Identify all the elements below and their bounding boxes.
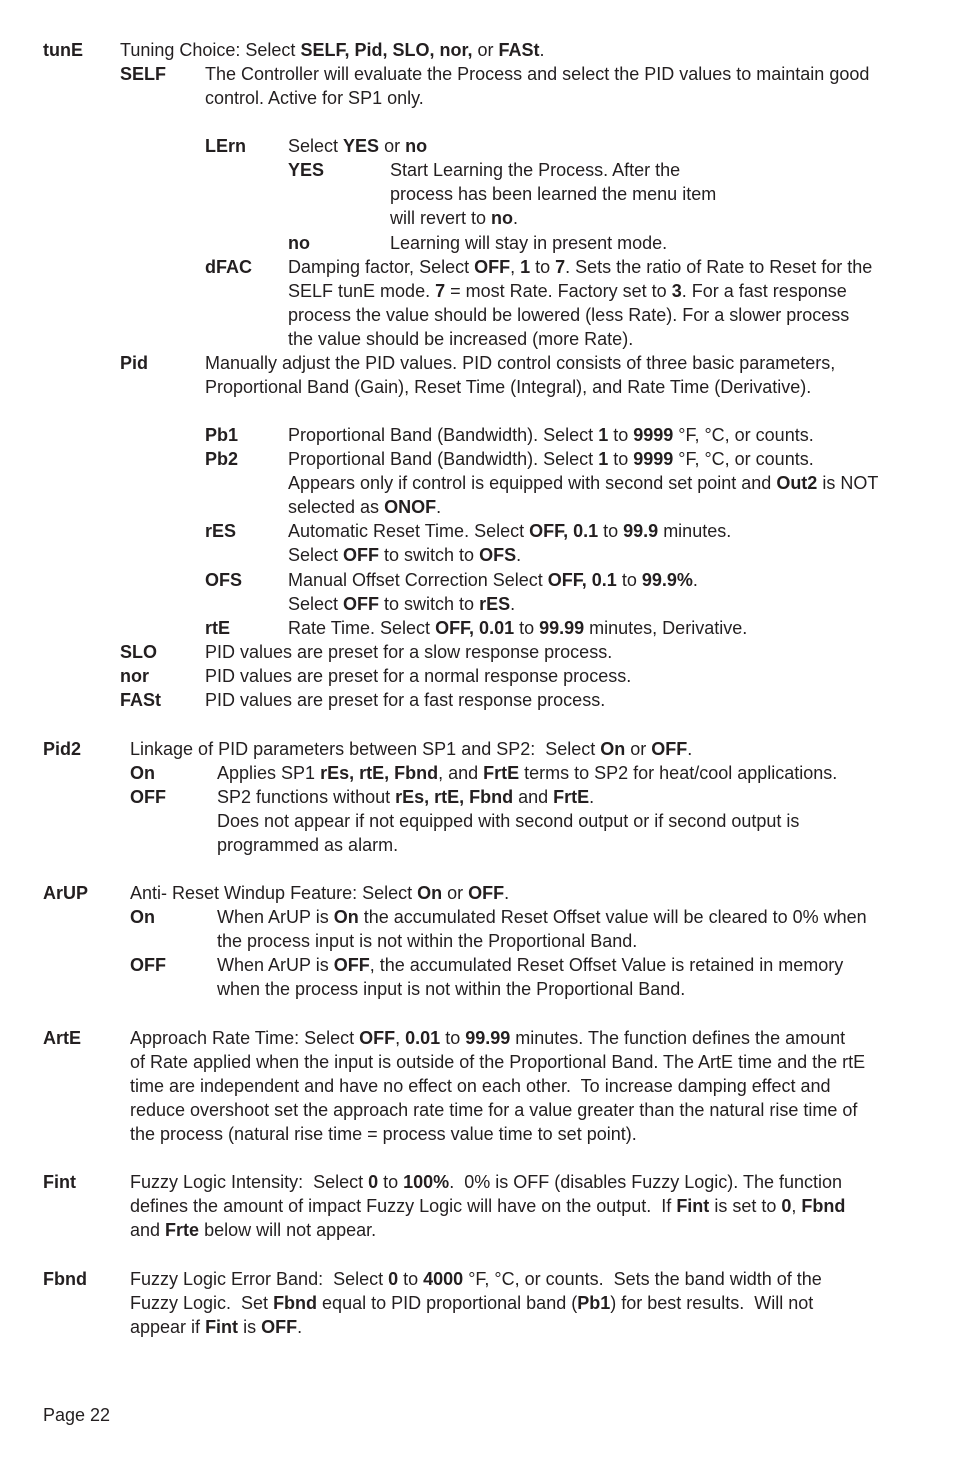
value-desc-yes: will revert to no.	[390, 208, 519, 228]
option-key-fast: FASt	[120, 690, 162, 710]
subparam-desc-dfac: Damping factor, Select OFF, 1 to 7. Sets the ratio of Rate to Reset for the	[288, 257, 873, 277]
param-key-arte: ArtE	[43, 1028, 82, 1048]
page-number: Page 22	[43, 1405, 111, 1425]
param-desc-fint: Fuzzy Logic Intensity: Select 0 to 100%. 0% is OFF (disables Fuzzy Logic). The function	[130, 1172, 843, 1192]
param-desc-arte: Approach Rate Time: Select OFF, 0.01 to 99.99 minutes. The function defines the amount	[130, 1028, 846, 1048]
option-desc-on: Applies SP1 rEs, rtE, Fbnd, and FrtE terms to SP2 for heat/cool applications.	[217, 763, 838, 783]
option-desc-off: when the process input is not within the Proportional Band.	[217, 979, 686, 999]
subparam-key-dfac: dFAC	[205, 257, 252, 277]
subparam-desc-pb2: selected as ONOF.	[288, 497, 442, 517]
value-desc-no: Learning will stay in present mode.	[390, 233, 668, 253]
subparam-desc-res: Automatic Reset Time. Select OFF, 0.1 to 99.9 minutes.	[288, 521, 732, 541]
subparam-desc-pb2: Appears only if control is equipped with second set point and Out2 is NOT	[288, 473, 879, 493]
subparam-key-pb1: Pb1	[205, 425, 239, 445]
subparam-desc-lern: Select YES or no	[288, 136, 428, 156]
option-key-off: OFF	[130, 955, 166, 975]
subparam-key-rte: rtE	[205, 618, 231, 638]
param-desc-arte: the process (natural rise time = process value time to set point).	[130, 1124, 637, 1144]
subparam-desc-dfac: process the value should be lowered (less Rate). For a slower process	[288, 305, 850, 325]
option-key-on: On	[130, 907, 155, 927]
param-desc-pid2: Linkage of PID parameters between SP1 and SP2: Select On or OFF.	[130, 739, 693, 759]
subparam-desc-pb2: Proportional Band (Bandwidth). Select 1 to 9999 °F, °C, or counts.	[288, 449, 814, 469]
param-key-fint: Fint	[43, 1172, 76, 1192]
option-desc-off: programmed as alarm.	[217, 835, 399, 855]
option-desc-self: control. Active for SP1 only.	[205, 88, 424, 108]
subparam-key-pb2: Pb2	[205, 449, 239, 469]
param-desc-fbnd: Fuzzy Logic. Set Fbnd equal to PID proportional band (Pb1) for best results. Will not	[130, 1293, 814, 1313]
option-key-on: On	[130, 763, 155, 783]
subparam-desc-pb1: Proportional Band (Bandwidth). Select 1 to 9999 °F, °C, or counts.	[288, 425, 814, 445]
subparam-desc-rte: Rate Time. Select OFF, 0.01 to 99.99 minutes, Derivative.	[288, 618, 748, 638]
option-key-self: SELF	[120, 64, 167, 84]
param-desc-fbnd: appear if Fint is OFF.	[130, 1317, 303, 1337]
option-key-pid: Pid	[120, 353, 149, 373]
option-desc-slo: PID values are preset for a slow response process.	[205, 642, 613, 662]
option-key-off: OFF	[130, 787, 166, 807]
option-desc-nor: PID values are preset for a normal response process.	[205, 666, 632, 686]
option-desc-self: The Controller will evaluate the Process and select the PID values to maintain good	[205, 64, 870, 84]
option-desc-off: When ArUP is OFF, the accumulated Reset Offset Value is retained in memory	[217, 955, 844, 975]
value-desc-yes: process has been learned the menu item	[390, 184, 717, 204]
subparam-desc-res: Select OFF to switch to OFS.	[288, 545, 522, 565]
param-desc-fbnd: Fuzzy Logic Error Band: Select 0 to 4000 °F, °C, or counts. Sets the band width of the	[130, 1269, 822, 1289]
param-desc-tune: Tuning Choice: Select SELF, Pid, SLO, nor, or FASt.	[120, 40, 545, 60]
subparam-key-res: rES	[205, 521, 237, 541]
subparam-desc-dfac: the value should be increased (more Rate).	[288, 329, 634, 349]
param-desc-fint: and Frte below will not appear.	[130, 1220, 377, 1240]
param-desc-arup: Anti- Reset Windup Feature: Select On or OFF.	[130, 883, 510, 903]
param-key-pid2: Pid2	[43, 739, 82, 759]
param-key-arup: ArUP	[43, 883, 89, 903]
value-desc-yes: Start Learning the Process. After the	[390, 160, 681, 180]
option-desc-off: Does not appear if not equipped with second output or if second output is	[217, 811, 800, 831]
param-desc-arte: time are independent and have no effect on each other. To increase damping effect and	[130, 1076, 831, 1096]
value-key-no: no	[288, 233, 310, 253]
param-key-tune: tunE	[43, 40, 83, 60]
option-desc-on: When ArUP is On the accumulated Reset Offset value will be cleared to 0% when	[217, 907, 867, 927]
value-key-yes: YES	[288, 160, 325, 180]
subparam-desc-ofs: Select OFF to switch to rES.	[288, 594, 516, 614]
param-desc-arte: of Rate applied when the input is outside of the Proportional Band. The ArtE time and the rtE	[130, 1052, 866, 1072]
subparam-desc-dfac: SELF tunE mode. 7 = most Rate. Factory set to 3. For a fast response	[288, 281, 847, 301]
param-desc-arte: reduce overshoot set the approach rate time for a value greater than the natural rise time of	[130, 1100, 858, 1120]
param-desc-fint: defines the amount of impact Fuzzy Logic will have on the output. If Fint is set to 0, Fbnd	[130, 1196, 846, 1216]
option-desc-off: SP2 functions without rEs, rtE, Fbnd and FrtE.	[217, 787, 595, 807]
subparam-desc-ofs: Manual Offset Correction Select OFF, 0.1 to 99.9%.	[288, 570, 698, 590]
option-desc-pid: Manually adjust the PID values. PID control consists of three basic parameters,	[205, 353, 836, 373]
subparam-key-lern: LErn	[205, 136, 247, 156]
option-key-nor: nor	[120, 666, 149, 686]
param-key-fbnd: Fbnd	[43, 1269, 87, 1289]
subparam-key-ofs: OFS	[205, 570, 243, 590]
option-desc-on: the process input is not within the Proportional Band.	[217, 931, 638, 951]
option-key-slo: SLO	[120, 642, 158, 662]
option-desc-pid: Proportional Band (Gain), Reset Time (Integral), and Rate Time (Derivative).	[205, 377, 812, 397]
option-desc-fast: PID values are preset for a fast response process.	[205, 690, 606, 710]
